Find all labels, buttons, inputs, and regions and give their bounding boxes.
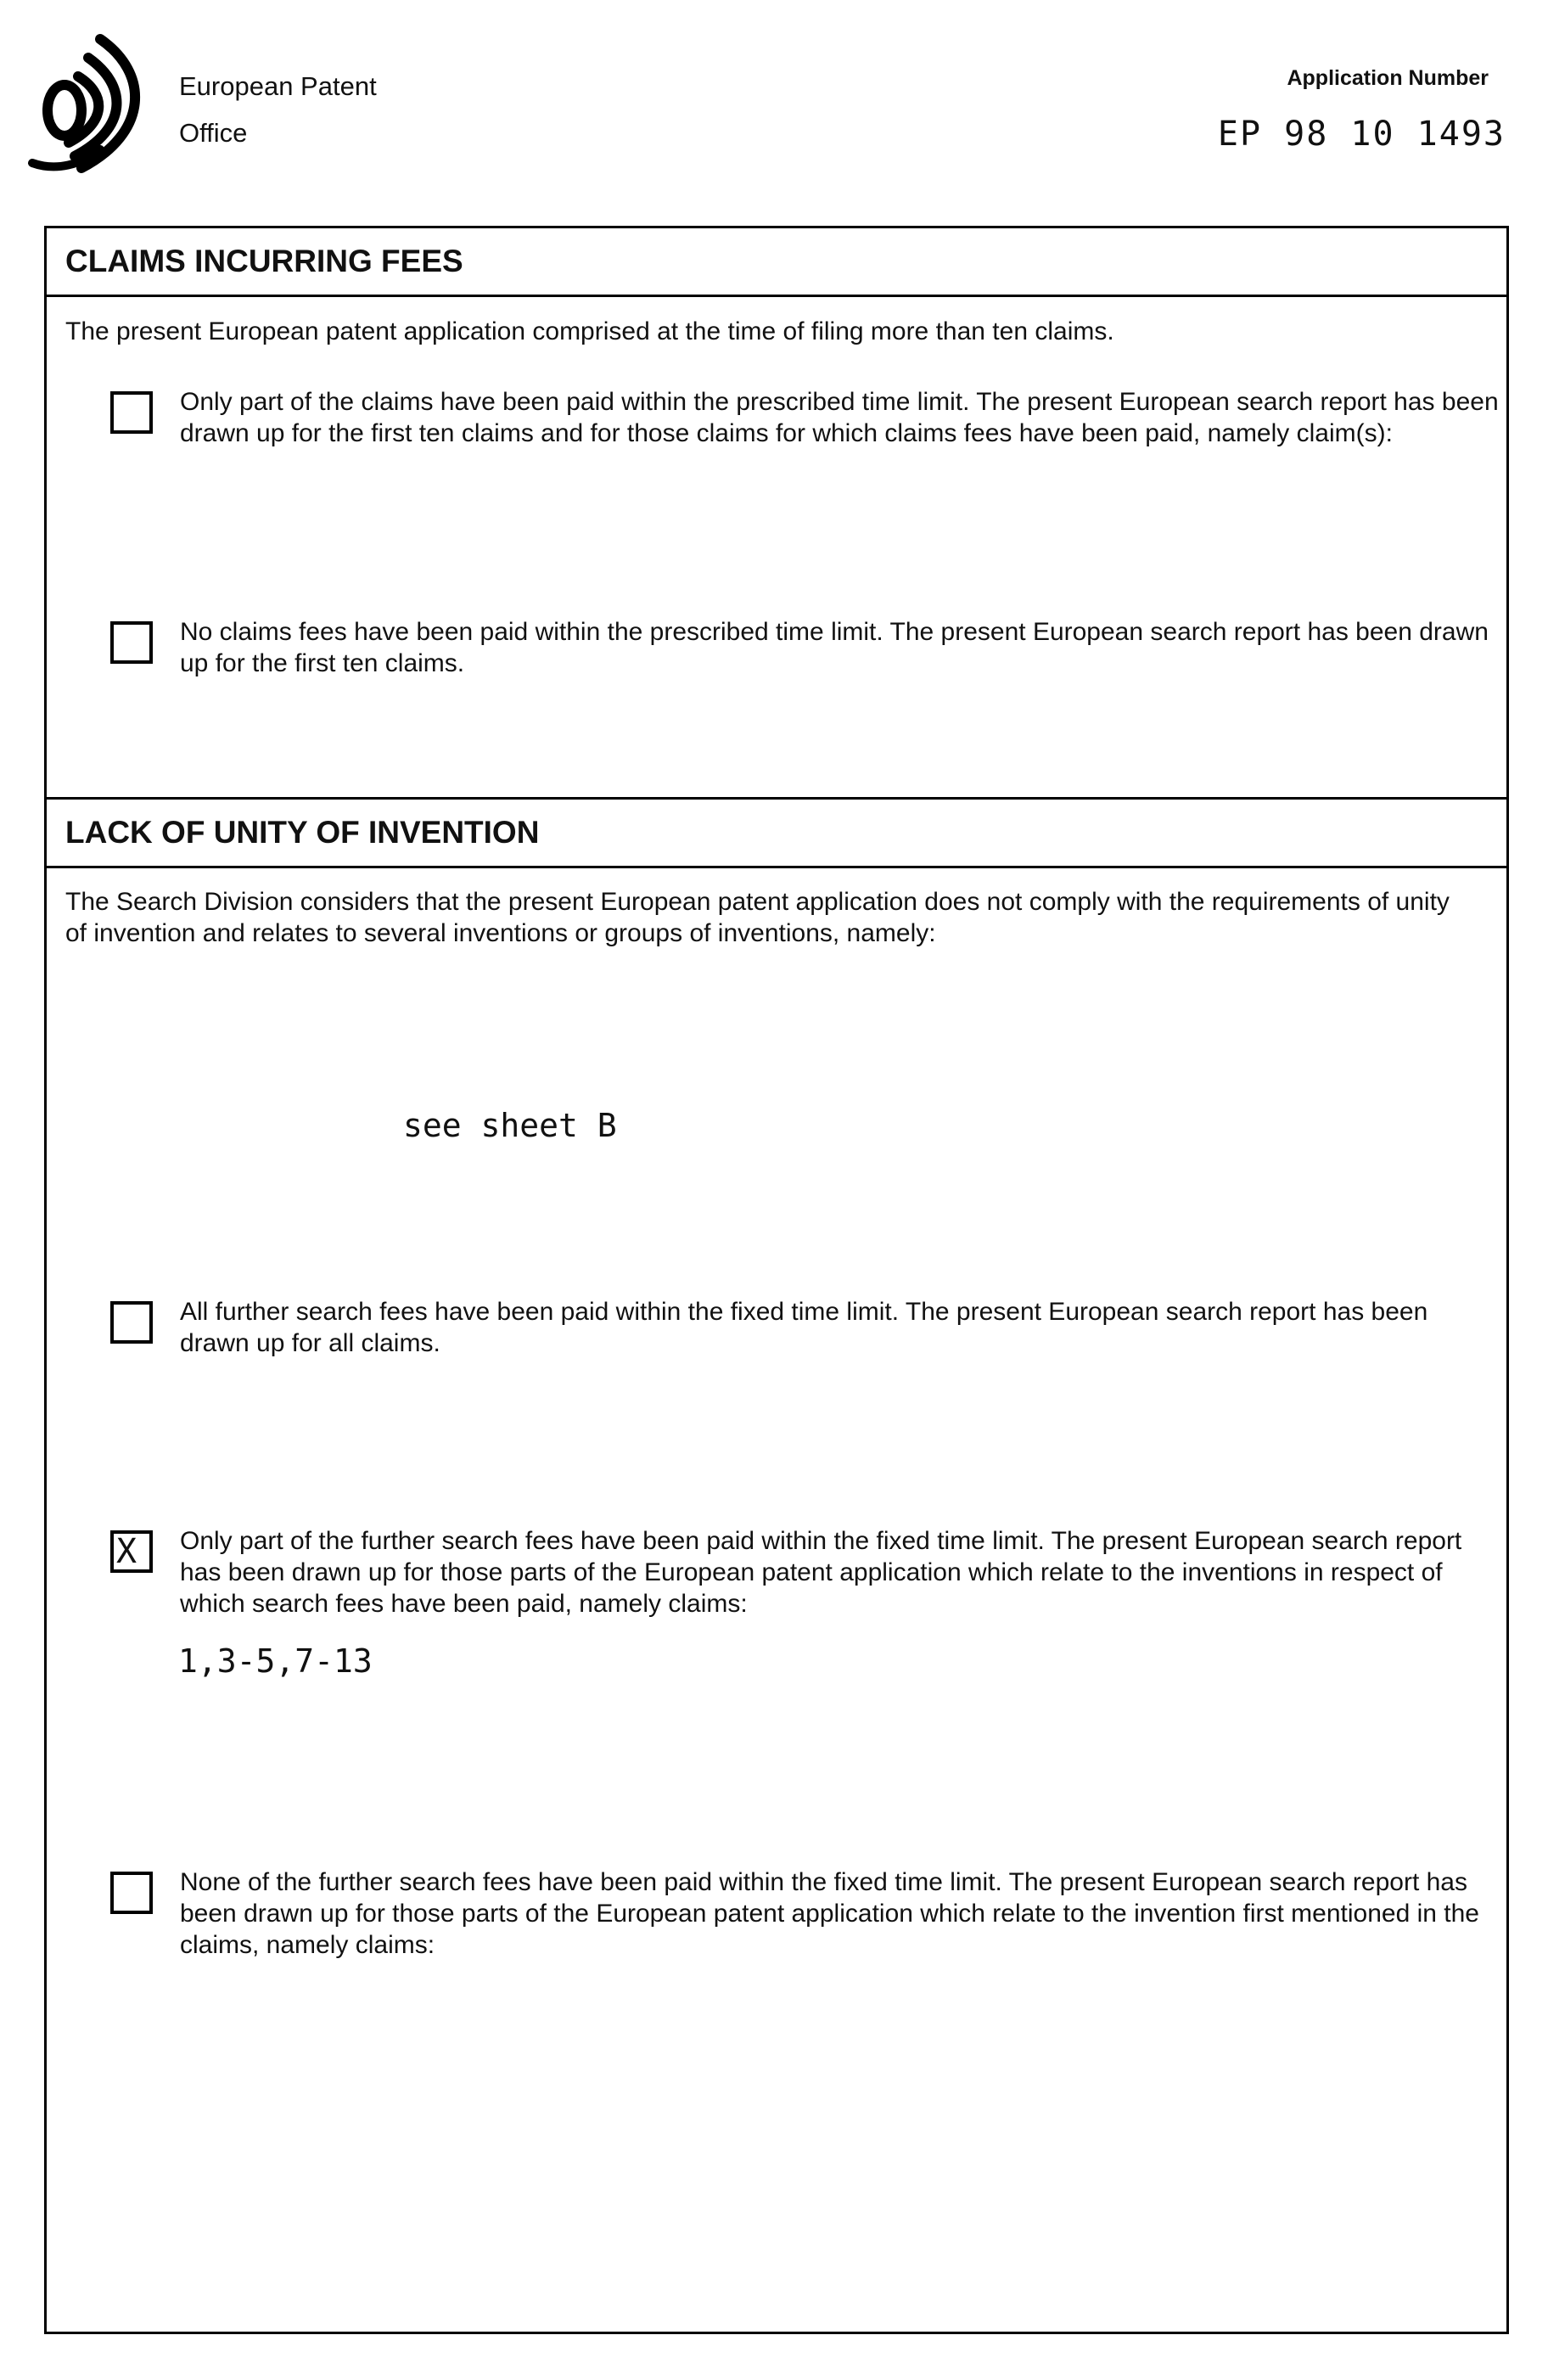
claims-section-title: CLAIMS INCURRING FEES	[47, 228, 1506, 295]
unity-section-title: LACK OF UNITY OF INVENTION	[47, 800, 1506, 866]
option-text: Only part of the claims have been paid within the prescribed time limit. The present European search report has been drawn up for the first ten claims and for those claims for which claims fees have been paid, namely claim(s):	[180, 386, 1504, 449]
checkbox-claims-none-paid[interactable]	[110, 621, 153, 664]
option-text: All further search fees have been paid within the fixed time limit. The present European search report has been drawn up for all claims.	[180, 1296, 1504, 1359]
option-text: Only part of the further search fees have been paid within the fixed time limit. The present European search report has been drawn up for those parts of the European patent application which relate to the inventions in respect of which search fees have been paid, namely claims:	[180, 1525, 1504, 1619]
option-text: None of the further search fees have been paid within the fixed time limit. The present European search report has been drawn up for those parts of the European patent application which relate to the invention first mentioned in the claims, namely claims:	[180, 1866, 1504, 1961]
typed-note: see sheet B	[403, 1107, 617, 1144]
application-number: EP 98 10 1493	[1218, 115, 1506, 154]
epo-logo-icon	[22, 22, 149, 175]
divider	[47, 295, 1506, 297]
office-name	[179, 63, 377, 156]
claims-section-intro: The present European patent application comprised at the time of filing more than ten claims.	[65, 316, 1474, 347]
unity-section-intro: The Search Division considers that the present European patent application does not comply with the requirements of unity of invention and relates to several inventions or groups of inventions, namely:	[65, 886, 1474, 949]
checkbox-unity-part-paid[interactable]: X	[110, 1530, 153, 1573]
checkbox-unity-none-paid[interactable]	[110, 1872, 153, 1914]
office-name-line2: Office	[179, 109, 377, 156]
office-name-line1: European Patent	[179, 63, 377, 109]
application-number-label: Application Number	[1287, 66, 1489, 91]
divider	[47, 866, 1506, 868]
checkbox-claims-part-paid[interactable]	[110, 391, 153, 434]
option-text: No claims fees have been paid within the prescribed time limit. The present European search report has been drawn up for the first ten claims.	[180, 616, 1504, 679]
checkbox-unity-all-paid[interactable]	[110, 1301, 153, 1344]
paid-claims-list: 1,3-5,7-13	[178, 1642, 373, 1680]
form-frame	[44, 226, 1509, 2334]
